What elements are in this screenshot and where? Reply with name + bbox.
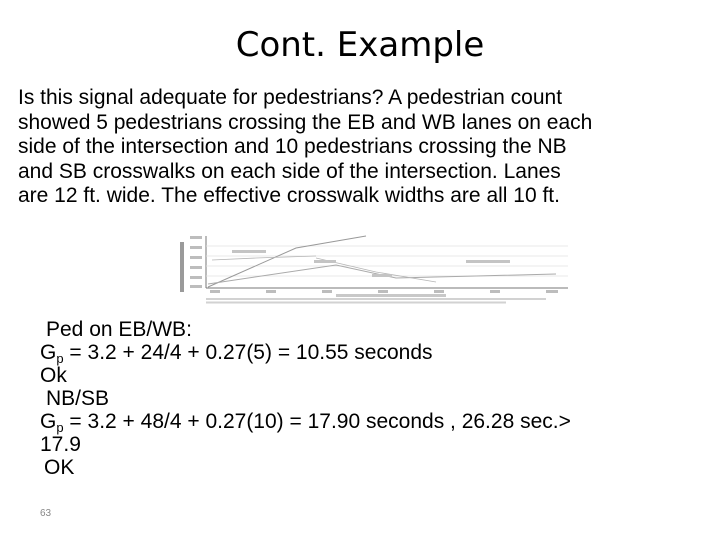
- nb-sb-formula: [40, 410, 571, 433]
- green-time-subscript: p: [56, 420, 64, 435]
- nb-sb-heading: NB/SB: [46, 387, 110, 410]
- eb-wb-result: Ok: [40, 364, 67, 387]
- statement-line: are 12 ft. wide. The effective crosswalk widths are all 10 ft.: [18, 184, 560, 207]
- green-time-subscript: p: [56, 351, 64, 366]
- problem-statement: [18, 86, 708, 209]
- eb-wb-formula: [40, 341, 571, 364]
- green-time-symbol: G: [40, 341, 57, 364]
- slide-number: 63: [40, 508, 52, 519]
- green-time-symbol: G: [40, 410, 57, 433]
- eb-wb-heading: Ped on EB/WB:: [46, 318, 192, 341]
- nb-sb-result: OK: [44, 456, 75, 479]
- statement-line: and SB crosswalks on each side of the intersection. Lanes: [18, 159, 561, 183]
- pedestrian-green-calculation: [40, 318, 571, 479]
- nb-sb-equation: = 3.2 + 48/4 + 0.27(10) = 17.90 seconds , 26.28 sec.>: [63, 410, 571, 433]
- nb-sb-equation-continued: 17.9: [40, 433, 81, 456]
- statement-line: side of the intersection and 10 pedestrians crossing the NB: [18, 135, 567, 158]
- statement-line: Is this signal adequate for pedestrians? A pedestrian count: [18, 86, 563, 109]
- slide-title: Cont. Example: [235, 25, 485, 65]
- eb-wb-equation: = 3.2 + 24/4 + 0.27(5) = 10.55 seconds: [63, 341, 433, 364]
- signal-warrant-chart-image: [176, 232, 578, 306]
- statement-line: showed 5 pedestrians crossing the EB and WB lanes on each: [18, 110, 593, 134]
